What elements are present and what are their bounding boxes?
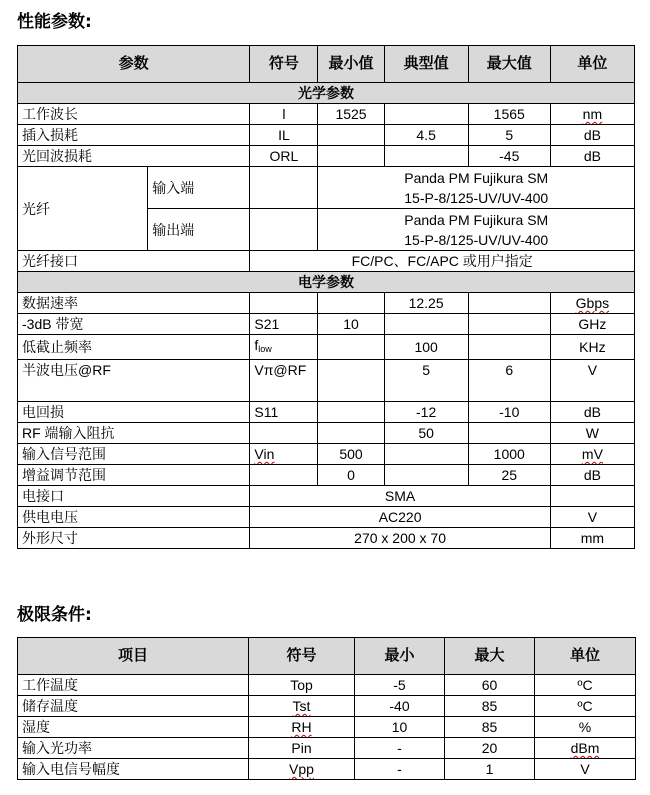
row-name: 电接口 — [18, 486, 250, 507]
row-name: 输入信号范围 — [18, 444, 250, 465]
fiber-input-value — [318, 167, 635, 209]
row-unit: Gbps — [550, 293, 634, 314]
section-electrical: 电学参数 — [18, 272, 635, 293]
table-row — [18, 465, 635, 486]
section-title-performance: 性能参数: — [17, 12, 92, 32]
table-row — [18, 314, 635, 335]
row-value: AC220 — [250, 507, 550, 528]
row-unit: V — [550, 360, 634, 402]
header-symbol: 符号 — [249, 638, 355, 675]
row-symbol: l — [250, 104, 318, 125]
row-name: 电回损 — [18, 402, 250, 423]
row-max: -10 — [468, 402, 550, 423]
header-min: 最小值 — [318, 46, 384, 83]
header-unit: 单位 — [550, 46, 634, 83]
table-row — [18, 167, 635, 209]
fiber-output-line2: 15-P-8/125-UV/UV-400 — [404, 231, 549, 248]
row-unit: mV — [550, 444, 634, 465]
row-symbol: RH — [249, 717, 355, 738]
header-unit: 单位 — [535, 638, 636, 675]
table-row — [18, 251, 635, 272]
row-unit: W — [550, 423, 634, 444]
row-symbol: Tst — [249, 696, 355, 717]
table-row — [18, 486, 635, 507]
row-unit: GHz — [550, 314, 634, 335]
row-typ — [384, 146, 468, 167]
table-row — [18, 444, 635, 465]
table-row — [18, 360, 635, 402]
table-row — [18, 125, 635, 146]
row-symbol — [250, 335, 318, 360]
row-unit: dB — [550, 146, 634, 167]
row-max: 25 — [468, 465, 550, 486]
fiber-output-line1: Panda PM Fujikura SM — [404, 211, 549, 228]
table-row — [18, 104, 635, 125]
row-unit: dBm — [535, 738, 636, 759]
row-max: 85 — [445, 717, 535, 738]
row-unit: KHz — [550, 335, 634, 360]
row-name: 数据速率 — [18, 293, 250, 314]
row-name: 供电电压 — [18, 507, 250, 528]
table-row — [18, 335, 635, 360]
row-min: 500 — [318, 444, 384, 465]
section-optical: 光学参数 — [18, 83, 635, 104]
row-name: RF 端输入阻抗 — [18, 423, 250, 444]
row-unit: dB — [550, 125, 634, 146]
row-min — [318, 146, 384, 167]
table-row — [18, 402, 635, 423]
row-name: 储存温度 — [18, 696, 249, 717]
performance-table — [17, 45, 635, 549]
row-max: -45 — [468, 146, 550, 167]
fiber-input-label: 输入端 — [148, 167, 250, 209]
row-value: SMA — [250, 486, 550, 507]
table-row — [18, 759, 636, 780]
row-min: -40 — [355, 696, 445, 717]
fiber-output-value — [318, 209, 635, 251]
header-param: 参数 — [18, 46, 250, 83]
symbol-main: f — [254, 337, 259, 353]
section-title-limits: 极限条件: — [17, 605, 92, 625]
row-min: - — [355, 759, 445, 780]
table-row — [18, 423, 635, 444]
row-typ — [384, 104, 468, 125]
row-unit: V — [550, 507, 634, 528]
header-max: 最大 — [445, 638, 535, 675]
row-max: 20 — [445, 738, 535, 759]
row-unit: dB — [550, 402, 634, 423]
row-min: - — [355, 738, 445, 759]
row-typ: 5 — [384, 360, 468, 402]
row-min: 1525 — [318, 104, 384, 125]
row-name: 增益调节范围 — [18, 465, 250, 486]
row-value: FC/PC、FC/APC 或用户指定 — [250, 251, 635, 272]
row-name: 光回波损耗 — [18, 146, 250, 167]
header-max: 最大值 — [468, 46, 550, 83]
row-max: 1 — [445, 759, 535, 780]
row-symbol: Vπ@RF — [250, 360, 318, 402]
row-min: 10 — [355, 717, 445, 738]
row-min: -5 — [355, 675, 445, 696]
row-typ: 100 — [384, 335, 468, 360]
header-row — [18, 46, 635, 83]
row-symbol: S21 — [250, 314, 318, 335]
row-name: 光纤接口 — [18, 251, 250, 272]
table-row — [18, 696, 636, 717]
row-min — [318, 125, 384, 146]
fiber-output-label: 输出端 — [148, 209, 250, 251]
row-max: 1000 — [468, 444, 550, 465]
row-name: 湿度 — [18, 717, 249, 738]
header-item: 项目 — [18, 638, 249, 675]
row-name: 工作波长 — [18, 104, 250, 125]
fiber-input-line2: 15-P-8/125-UV/UV-400 — [404, 189, 549, 206]
row-min: 0 — [318, 465, 384, 486]
row-unit: dB — [550, 465, 634, 486]
row-name: 外形尺寸 — [18, 528, 250, 549]
row-symbol: Top — [249, 675, 355, 696]
row-name: -3dB 带宽 — [18, 314, 250, 335]
row-symbol: Pin — [249, 738, 355, 759]
header-min: 最小 — [355, 638, 445, 675]
row-name: 输入电信号幅度 — [18, 759, 249, 780]
row-value: 270 x 200 x 70 — [250, 528, 550, 549]
row-typ: 50 — [384, 423, 468, 444]
row-name: 低截止频率 — [18, 335, 250, 360]
row-typ: 12.25 — [384, 293, 468, 314]
row-unit: V — [535, 759, 636, 780]
row-typ: -12 — [384, 402, 468, 423]
row-symbol: IL — [250, 125, 318, 146]
table-row — [18, 717, 636, 738]
row-max: 6 — [468, 360, 550, 402]
row-unit: ºC — [535, 696, 636, 717]
row-min: 10 — [318, 314, 384, 335]
table-row — [18, 293, 635, 314]
row-symbol: Vpp — [249, 759, 355, 780]
header-symbol: 符号 — [250, 46, 318, 83]
row-name: 插入损耗 — [18, 125, 250, 146]
limits-table — [17, 637, 636, 780]
row-name: 光纤 — [18, 167, 148, 251]
row-name: 半波电压@RF — [18, 360, 250, 402]
row-symbol: ORL — [250, 146, 318, 167]
row-max: 60 — [445, 675, 535, 696]
header-row — [18, 638, 636, 675]
symbol-subscript: low — [258, 344, 272, 354]
table-row — [18, 528, 635, 549]
row-symbol: Vin — [250, 444, 318, 465]
row-unit: mm — [550, 528, 634, 549]
table-row — [18, 738, 636, 759]
header-typ: 典型值 — [384, 46, 468, 83]
table-row — [18, 146, 635, 167]
table-row — [18, 675, 636, 696]
row-name: 输入光功率 — [18, 738, 249, 759]
row-typ: 4.5 — [384, 125, 468, 146]
row-max: 1565 — [468, 104, 550, 125]
row-max: 5 — [468, 125, 550, 146]
table-row — [18, 507, 635, 528]
row-name: 工作温度 — [18, 675, 249, 696]
row-max: 85 — [445, 696, 535, 717]
row-unit: ºC — [535, 675, 636, 696]
row-symbol: S11 — [250, 402, 318, 423]
fiber-input-line1: Panda PM Fujikura SM — [404, 169, 549, 186]
row-unit: nm — [550, 104, 634, 125]
row-unit: % — [535, 717, 636, 738]
